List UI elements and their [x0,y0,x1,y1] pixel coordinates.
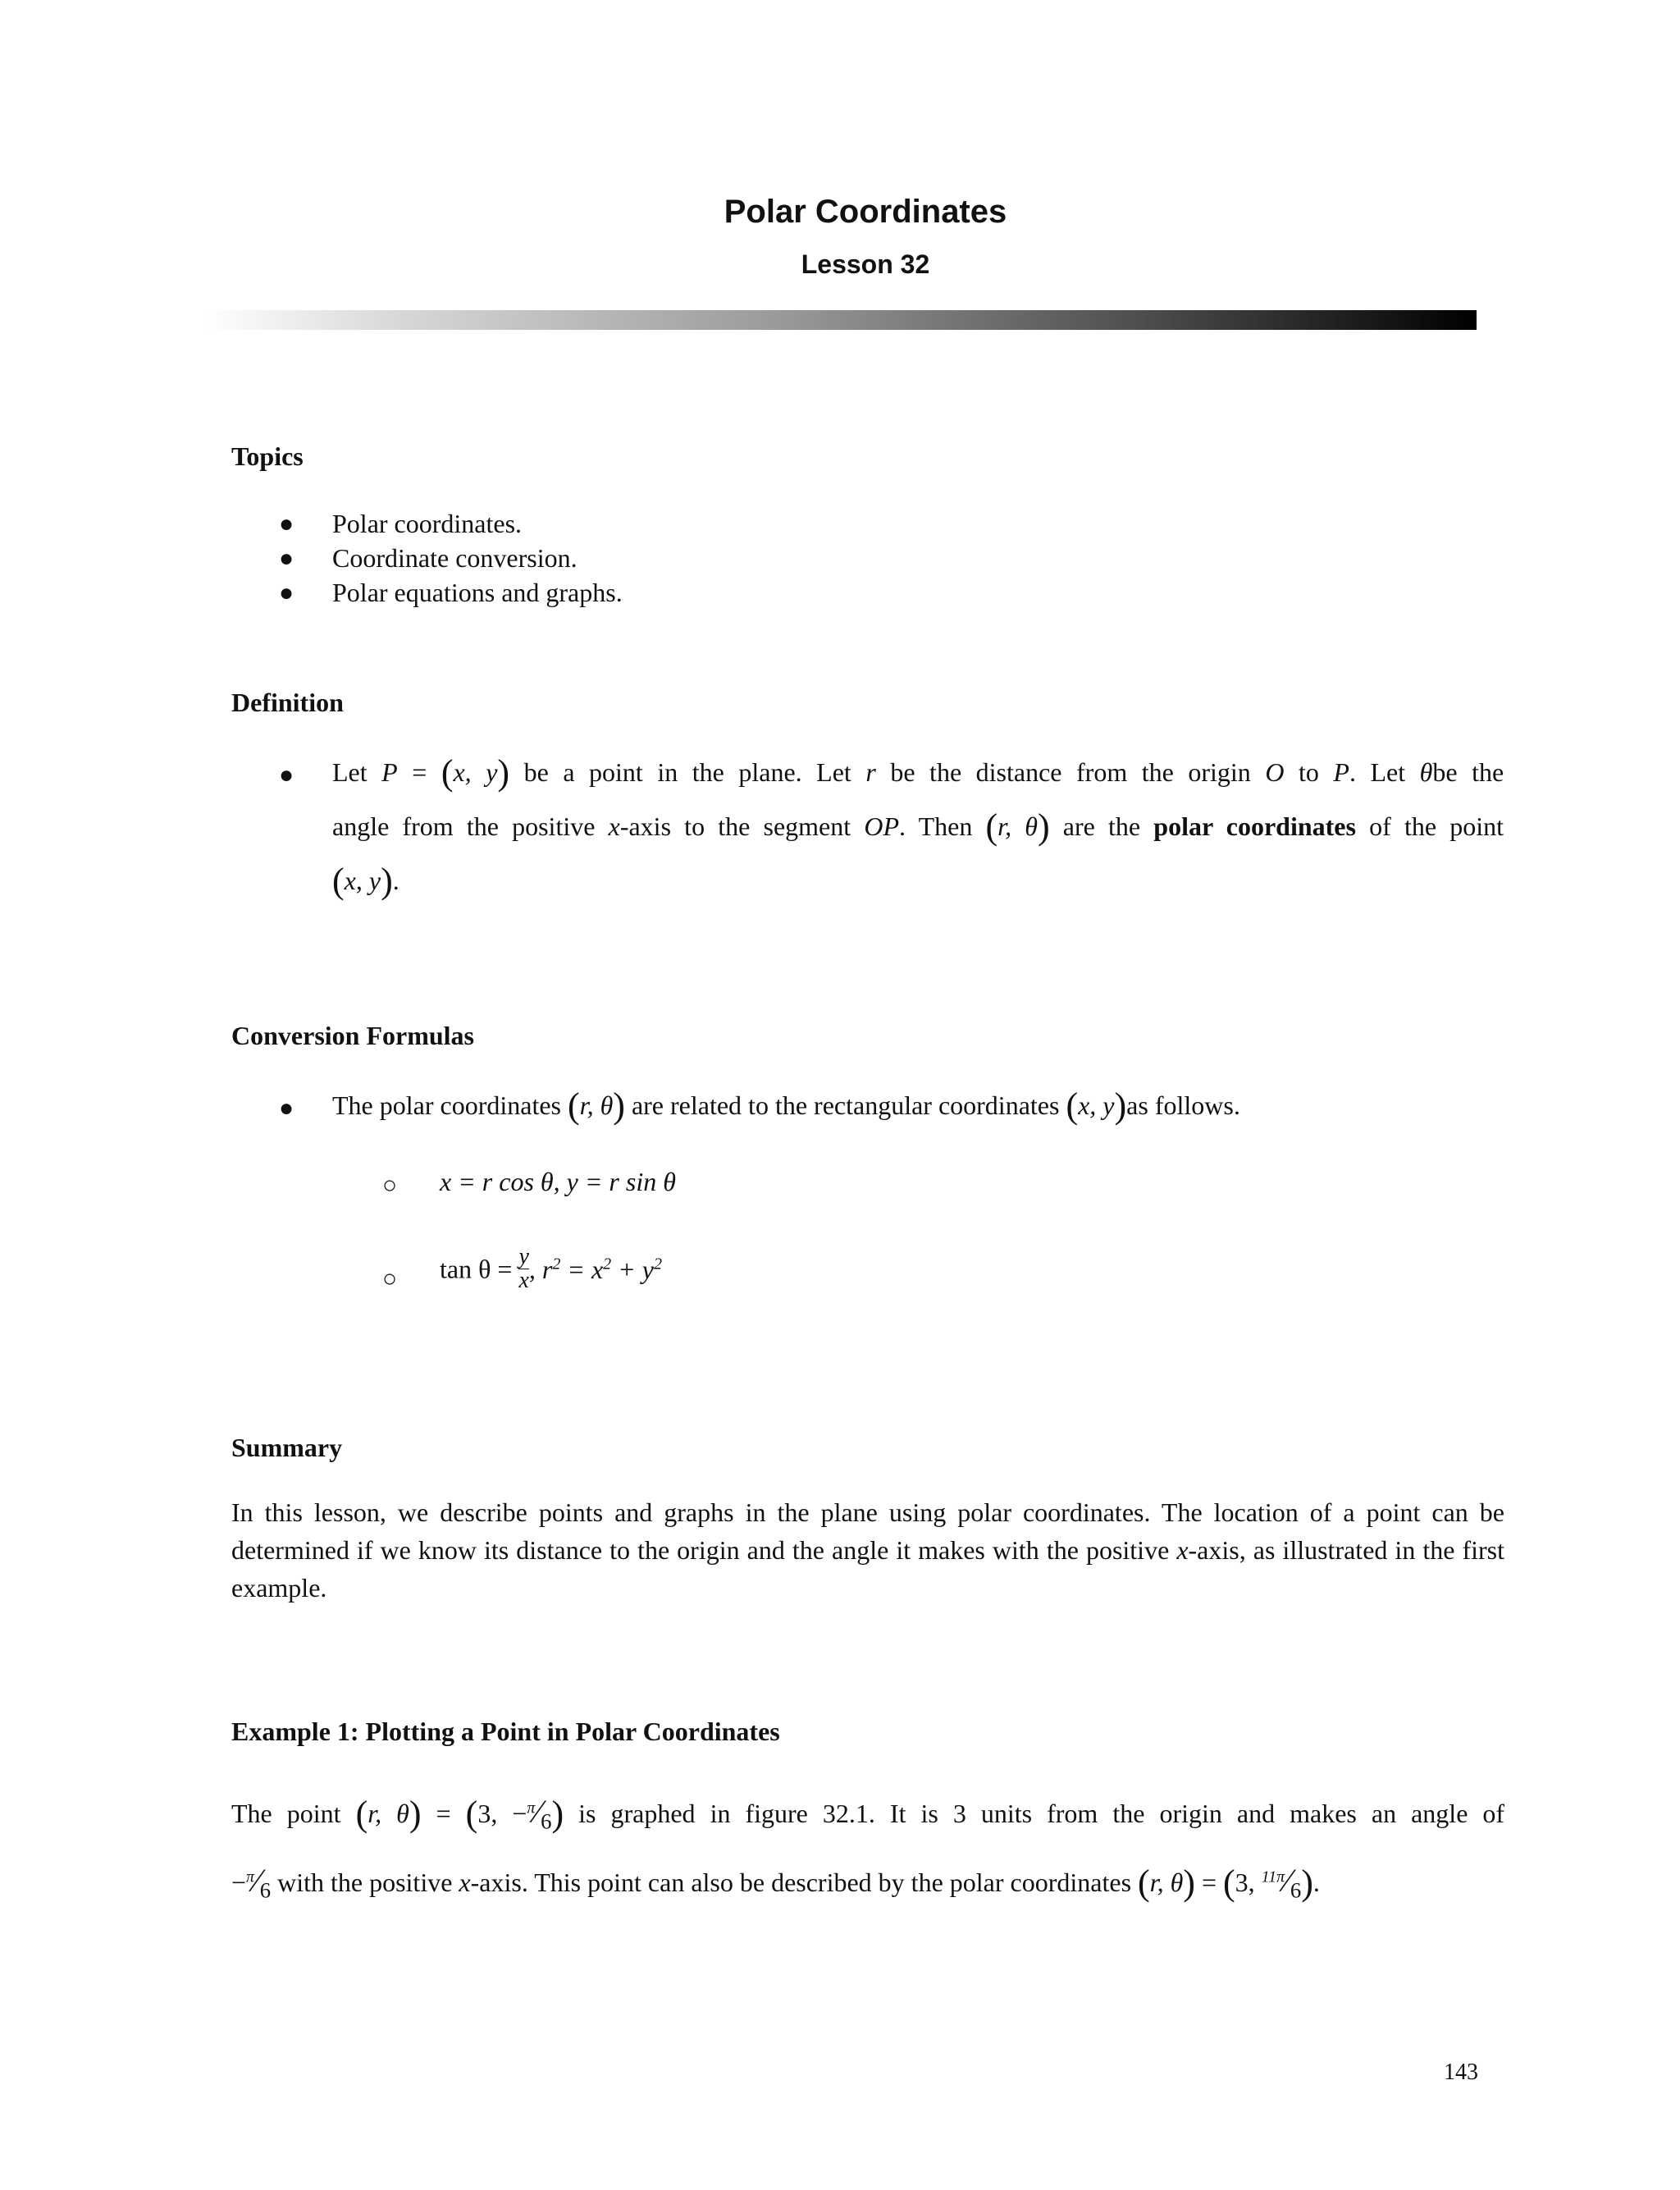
conversion-intro: The polar coordinates (r, θ) are related to the rectangular coordinates (x, y)as follows. [332,1086,1240,1126]
example1-line-2: $-^\pi⁄_6$ with the positive x-axis. This point can also be described by the polar coordinates (r, θ) = (3, $^{11\pi}⁄_6$). [231,1862,1320,1903]
page-number: 143 [1444,2060,1478,2085]
example1-line-1: The point (r, θ) = (3, $-^\pi⁄_6$) is graphed in figure 32.1. It is 3 units from the origin and makes an angle of [231,1793,1505,1834]
topics-heading: Topics [231,441,304,471]
topic-item: Coordinate conversion. [332,543,578,573]
bullet-icon: ● [279,1095,294,1122]
definition-heading: Definition [231,688,344,717]
definition-line-3: (x, y). [332,861,399,901]
bullet-icon: ● [279,545,294,572]
page-title: Polar Coordinates [724,194,1007,230]
sub-bullet-icon: ○ [382,1265,398,1292]
definition-line-2: angle from the positive x-axis to the segment OP. Then (r, θ) are the polar coordinates of the point [332,807,1504,847]
example1-heading: Example 1: Plotting a Point in Polar Coordinates [231,1717,780,1746]
bullet-icon: ● [279,510,294,537]
sub-bullet-icon: ○ [382,1172,398,1199]
page-subtitle: Lesson 32 [801,249,930,279]
formula-rect-to-polar: tan θ = $\frac{y}{x}$ , $r^2 = x^2 + y^2$ [440,1244,662,1293]
conversion-heading: Conversion Formulas [231,1021,474,1050]
definition-line-1: Let P = (x, y) be a point in the plane. Let r be the distance from the origin O to P. Let θbe the [332,752,1504,793]
formula-polar-to-rect: x = r cos θ, y = r sin θ [440,1167,676,1196]
summary-text: In this lesson, we describe points and graphs in the plane using polar coordinates. The location of a point can be determined if we know its distance to the origin and the angle it makes with the positive x-axis, as illustrated in the first example. [231,1497,1505,1602]
topic-item: Polar equations and graphs. [332,578,623,607]
gradient-divider [205,310,1477,330]
bullet-icon: ● [279,579,294,606]
summary-heading: Summary [231,1433,343,1462]
topic-item: Polar coordinates. [332,509,523,538]
bullet-icon: ● [279,761,294,789]
